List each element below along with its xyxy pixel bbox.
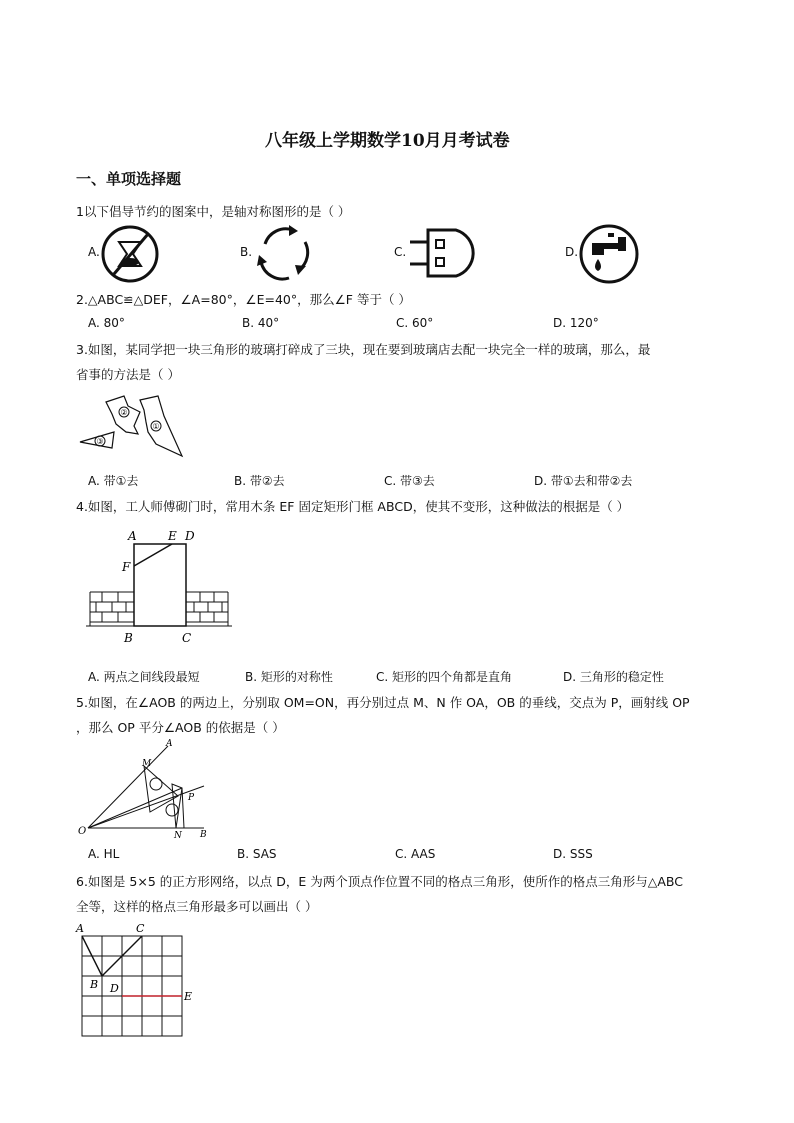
grid-label-c: C <box>136 922 145 935</box>
fragment-label-3: ③ <box>96 437 104 446</box>
grid-label-d: D <box>110 982 119 995</box>
q1-option-d-label: D. <box>565 245 579 259</box>
point-label-e: E <box>168 529 177 543</box>
q5-option-d: D. SSS <box>553 847 593 861</box>
point-label-b: B <box>124 631 133 645</box>
q4-option-c: C. 矩形的四个角都是直角 <box>376 670 513 684</box>
q2-option-c: C. 60° <box>396 316 434 330</box>
q2-option-d: D. 120° <box>553 316 599 330</box>
question-5-line1: 5.如图，在∠AOB 的两边上，分别取 OM=ON，再分别过点 M、N 作 OA，OB 的垂线，交点为 P，画射线 OP <box>76 695 690 710</box>
q3-option-c: C. 带③去 <box>384 474 435 488</box>
angle-label-b: B <box>200 830 207 840</box>
grid-label-a: A <box>76 922 84 935</box>
fragment-label-1: ① <box>152 422 160 431</box>
q3-option-a: A. 带①去 <box>88 474 139 488</box>
angle-label-n: N <box>174 831 182 841</box>
grid-figure <box>74 920 202 1038</box>
point-label-c: C <box>182 631 192 645</box>
water-tap-icon <box>578 223 640 285</box>
power-plug-icon <box>408 226 486 280</box>
no-food-waste-icon <box>100 224 160 284</box>
q5-option-a: A. HL <box>88 847 120 861</box>
q5-option-b: B. SAS <box>237 847 277 861</box>
door-frame-figure <box>86 526 236 648</box>
q4-option-b: B. 矩形的对称性 <box>245 670 333 684</box>
question-3-line2: 省事的方法是（ ） <box>76 367 180 382</box>
q3-option-b: B. 带②去 <box>234 474 285 488</box>
q1-option-c-label: C. <box>394 245 407 259</box>
point-label-d: D <box>185 529 195 543</box>
recycle-arrows-icon <box>253 222 317 284</box>
q2-option-b: B. 40° <box>242 316 280 330</box>
question-3-line1: 3.如图，某同学把一块三角形的玻璃打碎成了三块，现在要到玻璃店去配一块完全一样的玻璃，那么，最 <box>76 342 651 357</box>
broken-glass-figure <box>78 392 188 460</box>
q3-option-d: D. 带①去和带②去 <box>534 474 633 488</box>
q4-option-d: D. 三角形的稳定性 <box>563 670 664 684</box>
q5-option-c: C. AAS <box>395 847 436 861</box>
angle-label-p: P <box>188 793 195 803</box>
angle-label-o: O <box>78 826 87 837</box>
question-2-text: 2.△ABC≌△DEF，∠A=80°，∠E=40°，那么∠F 等于（ ） <box>76 292 411 307</box>
point-label-f: F <box>122 560 131 574</box>
point-label-a: A <box>128 529 137 543</box>
angle-bisector-figure <box>78 740 212 840</box>
question-1-text: 1以下倡导节约的图案中，是轴对称图形的是（ ） <box>76 204 351 219</box>
q1-option-b-label: B. <box>240 245 253 259</box>
q1-option-a-label: A. <box>88 245 100 259</box>
question-4-text: 4.如图，工人师傅砌门时，常用木条 EF 固定矩形门框 ABCD，使其不变形，这种做法的根据是（ ） <box>76 499 630 514</box>
question-6-line1: 6.如图是 5×5 的正方形网络，以点 D，E 为两个顶点作位置不同的格点三角形，使所作的格点三角形与△ABC <box>76 874 683 889</box>
question-6-line2: 全等，这样的格点三角形最多可以画出（ ） <box>76 899 318 914</box>
fragment-label-2: ② <box>120 408 128 417</box>
question-5-line2: ，那么 OP 平分∠AOB 的依据是（ ） <box>76 720 285 735</box>
q4-option-a: A. 两点之间线段最短 <box>88 670 200 684</box>
page-title: 八年级上学期数学10月月考试卷 <box>265 131 510 151</box>
grid-label-b: B <box>90 978 99 991</box>
q2-option-a: A. 80° <box>88 316 125 330</box>
angle-label-m: M <box>142 759 152 769</box>
section-heading: 一、单项选择题 <box>76 170 182 188</box>
angle-label-a: A <box>166 739 173 749</box>
grid-label-e: E <box>184 990 193 1003</box>
